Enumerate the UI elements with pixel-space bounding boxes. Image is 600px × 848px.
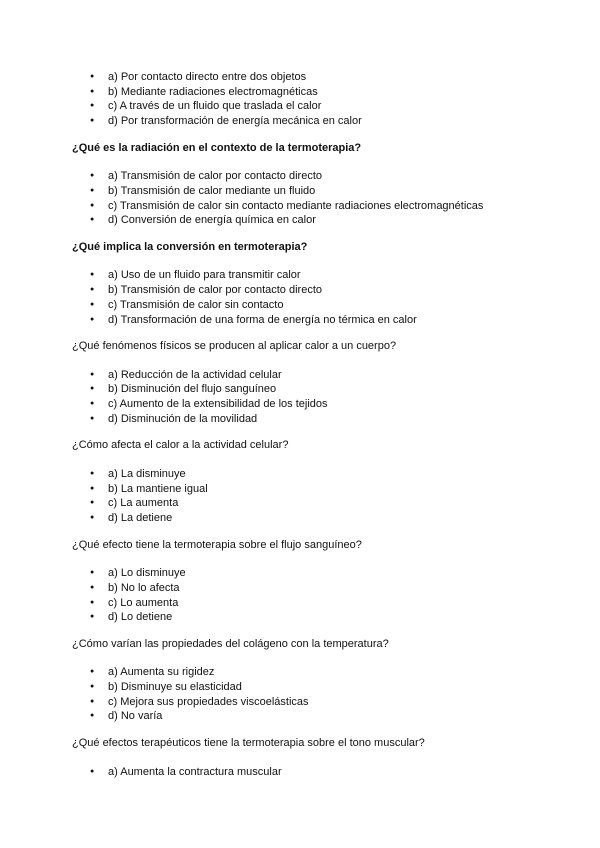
- option-item: ● d) Transformación de una forma de energía no térmica en calor: [72, 313, 542, 328]
- option-item: ● c) A través de un fluido que traslada el calor: [72, 99, 542, 114]
- option-item: ● c) Lo aumenta: [72, 596, 542, 611]
- options-list: [72, 368, 542, 427]
- option-item: ● c) Transmisión de calor sin contacto: [72, 298, 542, 313]
- option-item: ● c) Transmisión de calor sin contacto mediante radiaciones electromagnéticas: [72, 199, 542, 214]
- option-item: ● d) Conversión de energía química en calor: [72, 213, 542, 228]
- option-item: ● a) Aumenta su rigidez: [72, 665, 542, 680]
- option-item: ● a) La disminuye: [72, 467, 542, 482]
- option-item: ● d) Por transformación de energía mecánica en calor: [72, 114, 542, 129]
- options-list: [72, 566, 542, 625]
- options-list: [72, 665, 542, 724]
- option-item: ● a) Lo disminuye: [72, 566, 542, 581]
- options-list: [72, 169, 542, 228]
- option-item: ● c) Aumento de la extensibilidad de los tejidos: [72, 397, 542, 412]
- options-list: [72, 268, 542, 327]
- option-item: ● b) Disminuye su elasticidad: [72, 680, 542, 695]
- question-title: ¿Qué fenómenos físicos se producen al aplicar calor a un cuerpo?: [72, 340, 397, 353]
- options-list: [72, 765, 542, 780]
- option-item: ● b) Disminución del flujo sanguíneo: [72, 382, 542, 397]
- option-item: ● d) Lo detiene: [72, 610, 542, 625]
- option-item: ● a) Transmisión de calor por contacto directo: [72, 169, 542, 184]
- option-item: ● d) Disminución de la movilidad: [72, 412, 542, 427]
- options-list: [72, 467, 542, 526]
- option-item: ● c) Mejora sus propiedades viscoelásticas: [72, 695, 542, 710]
- option-item: ● a) Reducción de la actividad celular: [72, 368, 542, 383]
- quiz-content: [72, 70, 542, 779]
- option-item: ● b) Transmisión de calor por contacto directo: [72, 283, 542, 298]
- option-item: ● a) Por contacto directo entre dos objetos: [72, 70, 542, 85]
- option-item: ● a) Aumenta la contractura muscular: [72, 765, 542, 780]
- question-title: ¿Cómo afecta el calor a la actividad celular?: [72, 439, 289, 452]
- question-title: ¿Qué implica la conversión en termoterapia?: [72, 240, 308, 253]
- option-item: ● d) No varía: [72, 709, 542, 724]
- option-item: ● b) No lo afecta: [72, 581, 542, 596]
- option-item: ● d) La detiene: [72, 511, 542, 526]
- option-item: ● a) Uso de un fluido para transmitir calor: [72, 268, 542, 283]
- option-item: ● c) La aumenta: [72, 496, 542, 511]
- question-title: ¿Qué efectos terapéuticos tiene la termoterapia sobre el tono muscular?: [72, 737, 425, 750]
- option-item: ● b) Transmisión de calor mediante un fluido: [72, 184, 542, 199]
- question-title: ¿Qué efecto tiene la termoterapia sobre el flujo sanguíneo?: [72, 538, 362, 551]
- question-title: ¿Cómo varían las propiedades del colágeno con la temperatura?: [72, 637, 389, 650]
- question-title: ¿Qué es la radiación en el contexto de la termoterapia?: [72, 141, 362, 154]
- option-item: ● b) La mantiene igual: [72, 482, 542, 497]
- option-item: ● b) Mediante radiaciones electromagnéticas: [72, 85, 542, 100]
- options-list: [72, 70, 542, 129]
